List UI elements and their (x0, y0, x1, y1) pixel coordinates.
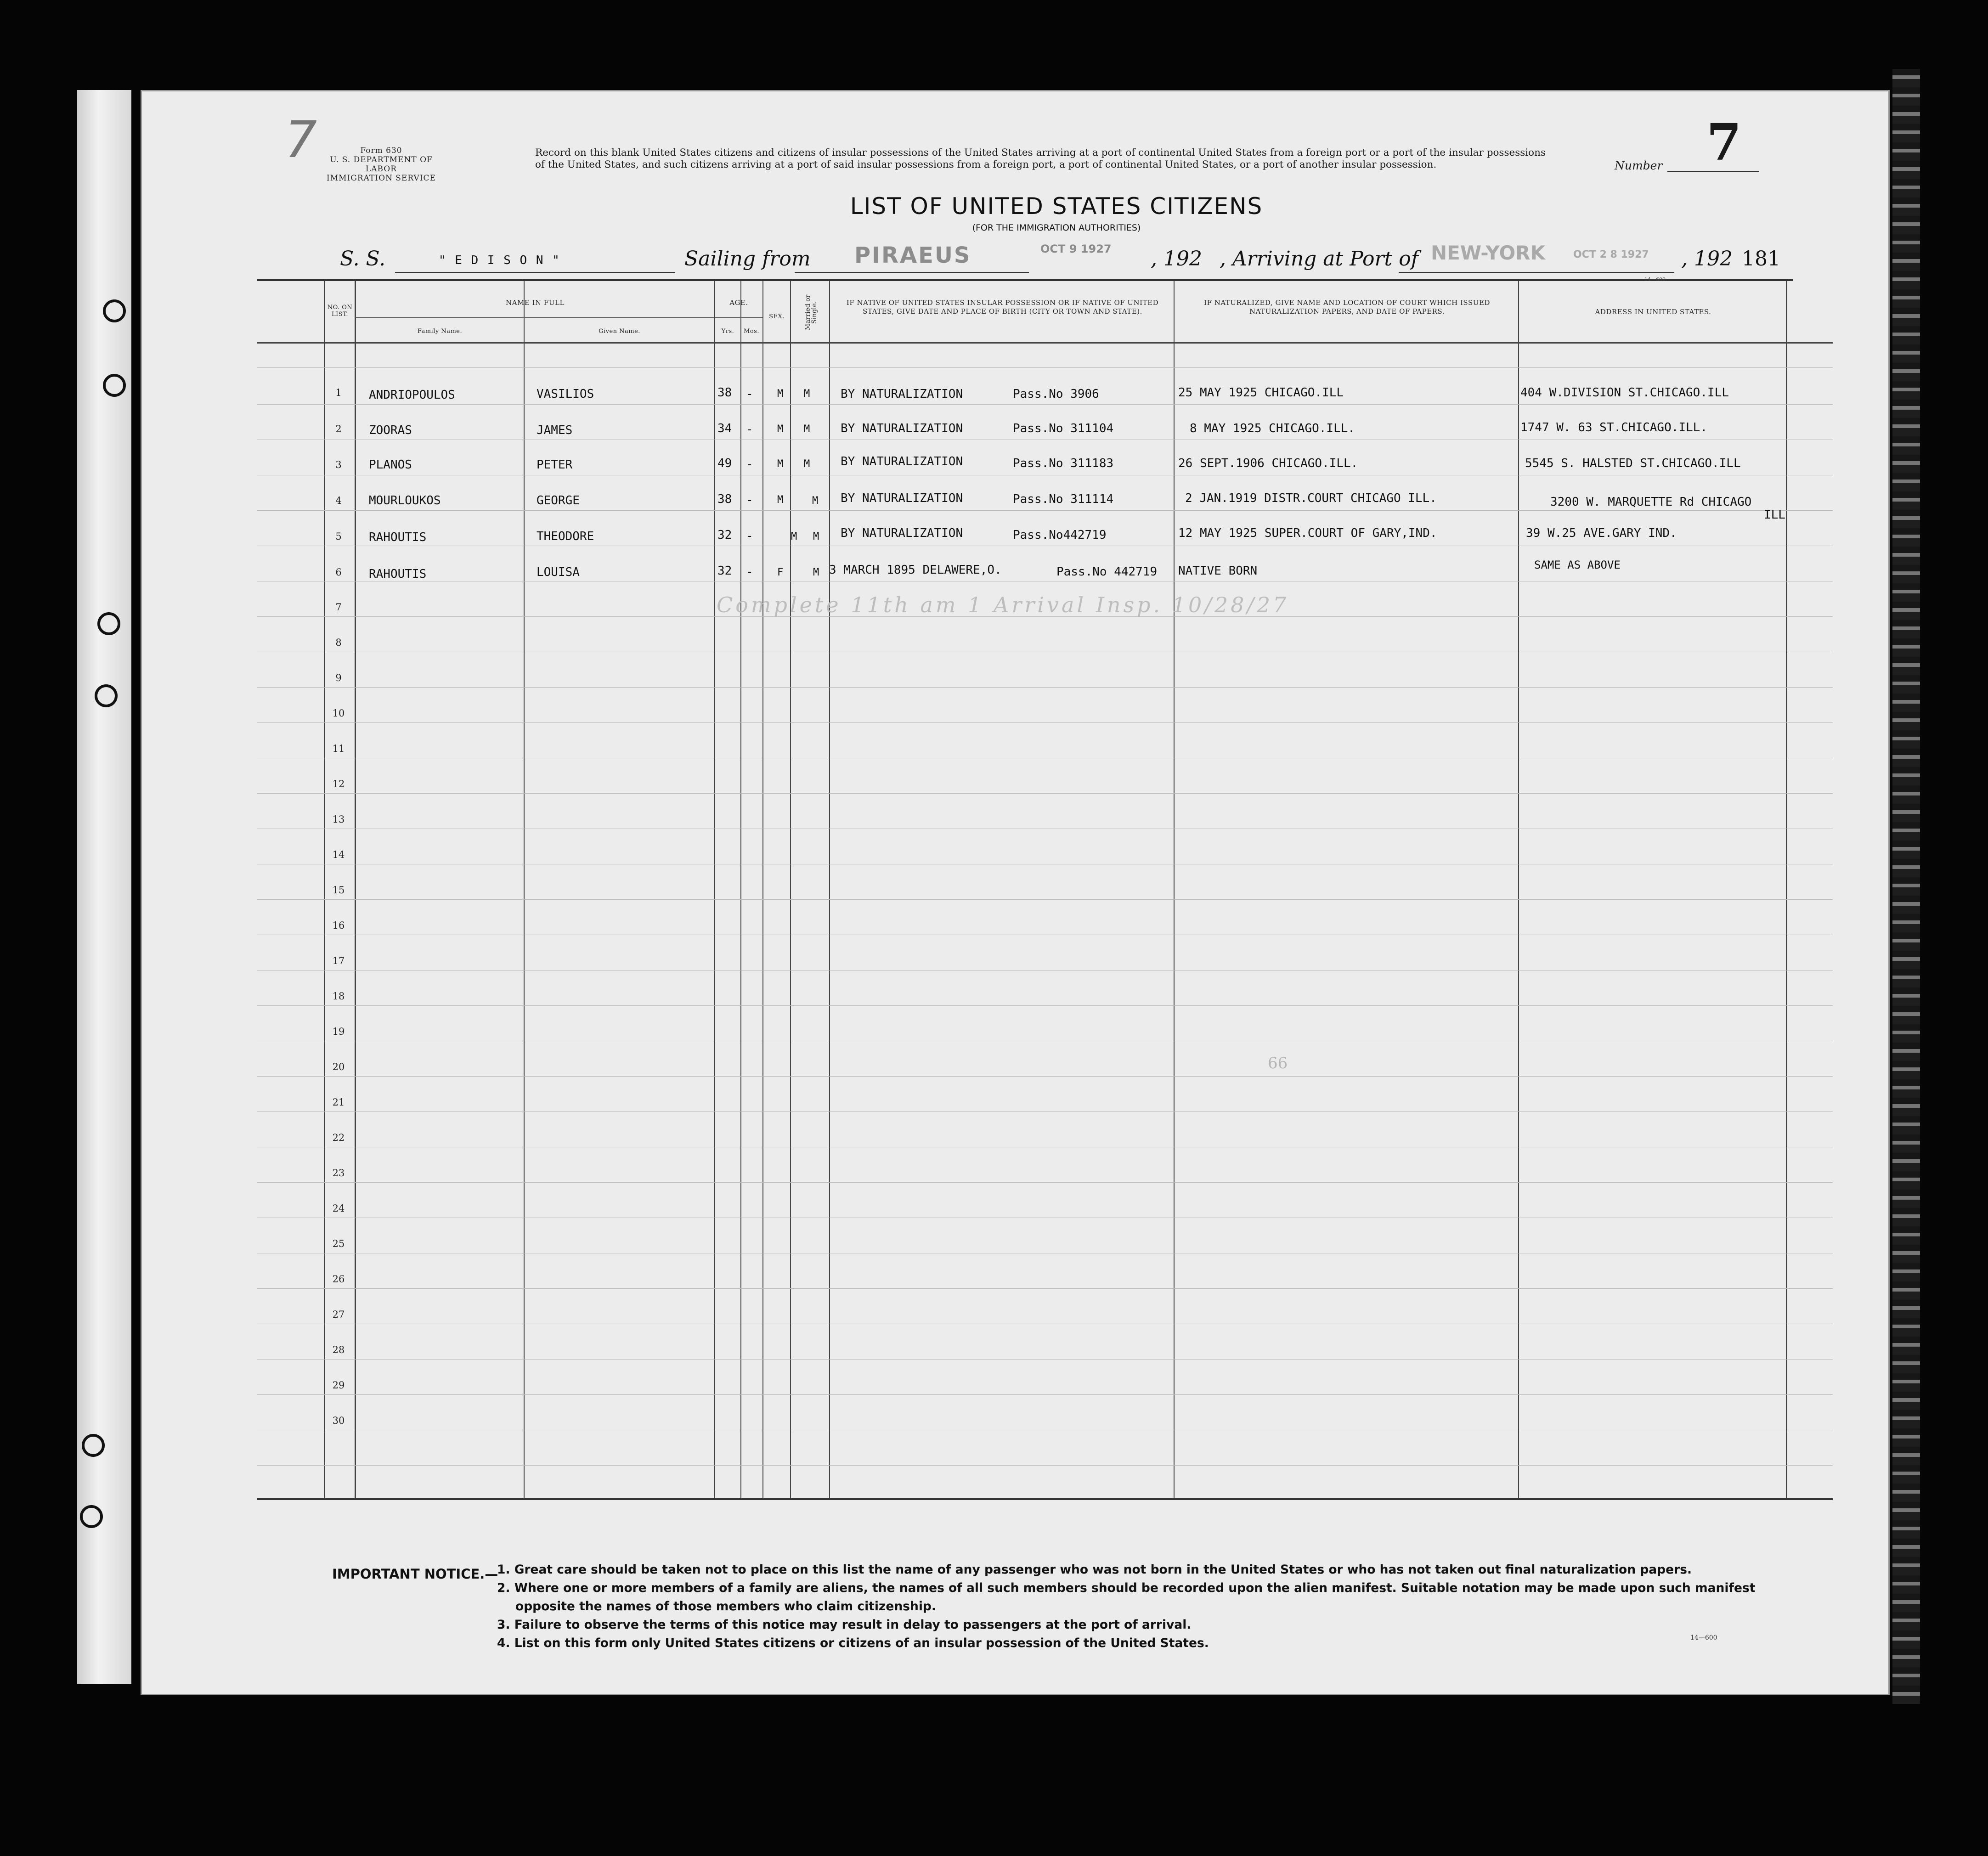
marital-cell: M (804, 423, 810, 435)
birth-cell: BY NATURALIZATION (841, 491, 963, 505)
form-instructions: Record on this blank United States citizens and citizens of insular possessions of the United States arriving at a port of continental United States from a foreign port or a port of the insular possessions of the United States, and such citizens arriving at a port of said insular possessions from a foreign port, a port of continental United States, or a port of another insular possession. (535, 147, 1546, 170)
row-number: 8 (335, 637, 342, 648)
passport-cell: Pass.No 311183 (1013, 457, 1114, 470)
form-id-line: IMMIGRATION SERVICE (327, 174, 436, 183)
sex-cell: M (777, 388, 784, 400)
address-cell: 3200 W. MARQUETTE Rd CHICAGO (1550, 495, 1752, 509)
notice-item: 3. Failure to observe the terms of this notice may result in delay to passengers at the port of arrival. (497, 1618, 1192, 1632)
page-edge-right (1892, 69, 1920, 1704)
age-months-cell: - (746, 387, 753, 401)
header-bottom-border (257, 342, 1833, 344)
marital-cell: M (812, 495, 819, 507)
row-number: 15 (332, 885, 345, 896)
column-divider (790, 281, 791, 1498)
column-divider (714, 281, 715, 1498)
row-number: 28 (332, 1344, 345, 1355)
address-cell: SAME AS ABOVE (1534, 558, 1621, 571)
sex-cell: M (777, 458, 784, 470)
naturalization-cell: 12 MAY 1925 SUPER.COURT OF GARY,IND. (1178, 526, 1437, 540)
row-number: 6 (335, 567, 342, 578)
row-number: 3 (335, 459, 342, 470)
passport-cell: Pass.No 3906 (1013, 387, 1099, 401)
arriving-label: , Arriving at Port of (1220, 247, 1418, 271)
sex-cell: M (777, 494, 784, 506)
ruled-line (257, 404, 1833, 405)
port-to-stamp: NEW-YORK (1431, 242, 1546, 264)
ruled-line (257, 1465, 1833, 1466)
address-cell: 39 W.25 AVE.GARY IND. (1526, 526, 1677, 540)
row-number: 2 (335, 423, 342, 434)
given-name-cell: THEODORE (537, 530, 594, 543)
ruled-line (257, 793, 1833, 794)
ring-hole (82, 1434, 105, 1457)
family-name-cell: RAHOUTIS (369, 530, 427, 544)
ruled-line (257, 1005, 1833, 1006)
marital-cell: M (804, 388, 810, 400)
year-suffix: 181 (1742, 247, 1780, 271)
column-divider (829, 281, 830, 1498)
family-name-cell: RAHOUTIS (369, 567, 427, 581)
age-years-cell: 38 (717, 492, 732, 506)
row-number: 7 (335, 602, 342, 613)
given-name-cell: VASILIOS (537, 387, 594, 401)
family-name-cell: PLANOS (369, 458, 412, 472)
form-identifier (317, 146, 446, 183)
header-family-name: Family Name. (417, 328, 463, 335)
row-number: 20 (332, 1061, 345, 1072)
port-from-stamp: PIRAEUS (854, 243, 971, 268)
naturalization-cell: 2 JAN.1919 DISTR.COURT CHICAGO ILL. (1185, 491, 1437, 505)
column-divider (1518, 281, 1519, 1498)
row-number: 5 (335, 531, 342, 542)
ship-underline (395, 272, 675, 273)
port-from-underline (795, 272, 1029, 273)
header-months: Mos. (744, 328, 759, 335)
row-number: 16 (332, 920, 345, 931)
age-months-cell: - (746, 529, 753, 543)
row-number: 4 (335, 495, 342, 506)
address-cell: 1747 W. 63 ST.CHICAGO.ILL. (1520, 421, 1707, 434)
row-number: 27 (332, 1309, 345, 1320)
row-number: 25 (332, 1238, 345, 1249)
table-top-border (257, 279, 1793, 281)
ring-hole (103, 299, 126, 322)
notice-item: 2. Where one or more members of a family are aliens, the names of all such members should be recorded upon the alien manifest. Suitable notation may be made upon such manifest opposite the names of those members who claim citizenship. (497, 1581, 1756, 1613)
passport-cell: Pass.No 442719 (1056, 565, 1158, 579)
passport-cell: Pass.No 311104 (1013, 422, 1114, 435)
row-number: 30 (332, 1415, 345, 1426)
ruled-line (257, 1288, 1833, 1289)
row-number: 11 (332, 743, 345, 754)
age-months-cell: - (746, 565, 753, 579)
birth-cell: BY NATURALIZATION (841, 455, 963, 468)
column-divider (524, 281, 525, 1498)
marital-cell: M (813, 567, 819, 578)
birth-cell: BY NATURALIZATION (841, 387, 963, 401)
sex-cell: F (777, 567, 784, 578)
marital-cell: M (804, 458, 810, 470)
ruled-line (257, 1394, 1833, 1395)
header-birth-info: IF NATIVE OF UNITED STATES INSULAR POSSESSION OR IF NATIVE OF UNITED STATES, GIVE DATE AND PLACE OF BIRTH (CITY OR TOWN AND STATE). (846, 299, 1159, 316)
passport-cell: Pass.No 311114 (1013, 492, 1114, 506)
ruled-line (257, 722, 1833, 723)
passport-cell: Pass.No442719 (1013, 528, 1107, 542)
header-married-single: Married or Single. (804, 294, 818, 330)
address-cell-continued: ILL (1764, 508, 1785, 522)
row-number: 9 (335, 672, 342, 683)
form-code: 14—600 (1690, 1634, 1717, 1642)
age-months-cell: - (746, 457, 753, 471)
notice-item: 4. List on this form only United States citizens or citizens of an insular possession of the United States. (497, 1636, 1209, 1650)
depart-date-stamp: OCT 9 1927 (1040, 243, 1112, 255)
naturalization-cell: NATIVE BORN (1178, 564, 1258, 578)
notice-list (497, 1561, 1792, 1653)
ruled-line (257, 367, 1833, 368)
ruled-line (257, 687, 1833, 688)
ring-hole (103, 374, 126, 397)
column-divider (762, 281, 763, 1498)
ruled-line (257, 1359, 1833, 1360)
number-label: Number (1615, 159, 1663, 172)
column-divider (1174, 281, 1175, 1498)
header-name-in-full: NAME IN FULL (506, 299, 565, 307)
header-address: ADDRESS IN UNITED STATES. (1595, 308, 1711, 316)
age-months-cell: - (746, 423, 753, 436)
family-name-cell: ANDRIOPOULOS (369, 388, 455, 402)
sex-cell: M (791, 531, 797, 542)
port-to-underline (1399, 272, 1674, 273)
ring-hole (95, 684, 118, 707)
year-prefix: , 192 (1151, 247, 1202, 271)
birth-cell: BY NATURALIZATION (841, 526, 963, 540)
column-divider (740, 281, 741, 1498)
age-years-cell: 32 (717, 564, 732, 578)
given-name-cell: JAMES (537, 423, 573, 437)
row-number: 21 (332, 1097, 345, 1108)
birth-cell: 3 MARCH 1895 DELAWERE,O. (829, 563, 1002, 577)
ruled-line (257, 510, 1833, 511)
row-number: 29 (332, 1380, 345, 1391)
age-years-cell: 49 (717, 457, 732, 470)
header-divider (715, 317, 762, 318)
row-number: 17 (332, 955, 345, 966)
ring-hole (80, 1505, 103, 1528)
column-divider (355, 281, 356, 1498)
corner-code: 14—600 (1644, 276, 1666, 282)
sailing-from-label: Sailing from (684, 247, 811, 271)
row-number: 19 (332, 1026, 345, 1037)
ring-hole (97, 612, 120, 635)
form-id-line: U. S. DEPARTMENT OF LABOR (330, 155, 433, 174)
naturalization-cell: 8 MAY 1925 CHICAGO.ILL. (1190, 422, 1355, 435)
row-number: 12 (332, 779, 345, 790)
sex-cell: M (777, 423, 784, 435)
row-number: 26 (332, 1274, 345, 1285)
row-number: 24 (332, 1203, 345, 1214)
row-number: 14 (332, 849, 345, 860)
given-name-cell: GEORGE (537, 494, 580, 508)
given-name-cell: LOUISA (537, 565, 580, 579)
notice-title: IMPORTANT NOTICE.— (332, 1566, 498, 1582)
row-number: 1 (335, 387, 342, 398)
address-cell: 5545 S. HALSTED ST.CHICAGO.ILL (1525, 457, 1741, 470)
page-subtitle: (FOR THE IMMIGRATION AUTHORITIES) (972, 223, 1141, 233)
age-months-cell: - (746, 493, 753, 507)
family-name-cell: ZOORAS (369, 423, 412, 437)
number-value: 7 (1706, 113, 1742, 172)
header-naturalization-info: IF NATURALIZED, GIVE NAME AND LOCATION OF COURT WHICH ISSUED NATURALIZATION PAPERS, AND DATE OF PAPERS. (1204, 299, 1490, 316)
ruled-line (257, 1076, 1833, 1077)
row-number: 23 (332, 1168, 345, 1179)
ruled-line (257, 1182, 1833, 1183)
row-number: 22 (332, 1132, 345, 1143)
age-years-cell: 34 (717, 422, 732, 435)
table-bottom-border (257, 1498, 1833, 1500)
marital-cell: M (813, 531, 819, 542)
header-age: AGE. (729, 299, 748, 307)
given-name-cell: PETER (537, 458, 573, 472)
year-prefix: , 192 (1681, 247, 1733, 271)
row-number: 13 (332, 814, 345, 825)
age-years-cell: 32 (717, 528, 732, 542)
row-number: 18 (332, 991, 345, 1002)
naturalization-cell: 25 MAY 1925 CHICAGO.ILL (1178, 386, 1344, 400)
address-cell: 404 W.DIVISION ST.CHICAGO.ILL (1520, 386, 1729, 400)
handwritten-mark: 7 (285, 110, 317, 169)
row-number: 10 (332, 708, 345, 719)
arrive-date-stamp: OCT 2 8 1927 (1573, 249, 1649, 260)
age-years-cell: 38 (717, 386, 732, 400)
column-divider (1786, 281, 1787, 1498)
ship-name: " E D I S O N " (439, 254, 560, 267)
header-no-on-list: NO. ON LIST. (327, 304, 353, 318)
form-id-line: Form 630 (360, 146, 402, 155)
page-title: LIST OF UNITED STATES CITIZENS (850, 193, 1263, 220)
stray-mark: 66 (1268, 1054, 1288, 1072)
header-divider (356, 317, 714, 318)
family-name-cell: MOURLOUKOS (369, 494, 441, 508)
ruled-line (257, 899, 1833, 900)
notice-item: 1. Great care should be taken not to place on this list the name of any passenger who was not born in the United States or who has not taken out final naturalization papers. (497, 1563, 1692, 1577)
ss-label: S. S. (340, 247, 386, 271)
birth-cell: BY NATURALIZATION (841, 422, 963, 435)
handwritten-inspection-note: Complete 11th am 1 Arrival Insp. 10/28/27 (717, 592, 1289, 617)
header-sex: SEX. (769, 313, 785, 320)
header-given-name: Given Name. (599, 328, 640, 335)
header-years: Yrs. (721, 328, 734, 335)
naturalization-cell: 26 SEPT.1906 CHICAGO.ILL. (1178, 457, 1358, 470)
ruled-line (257, 1111, 1833, 1112)
